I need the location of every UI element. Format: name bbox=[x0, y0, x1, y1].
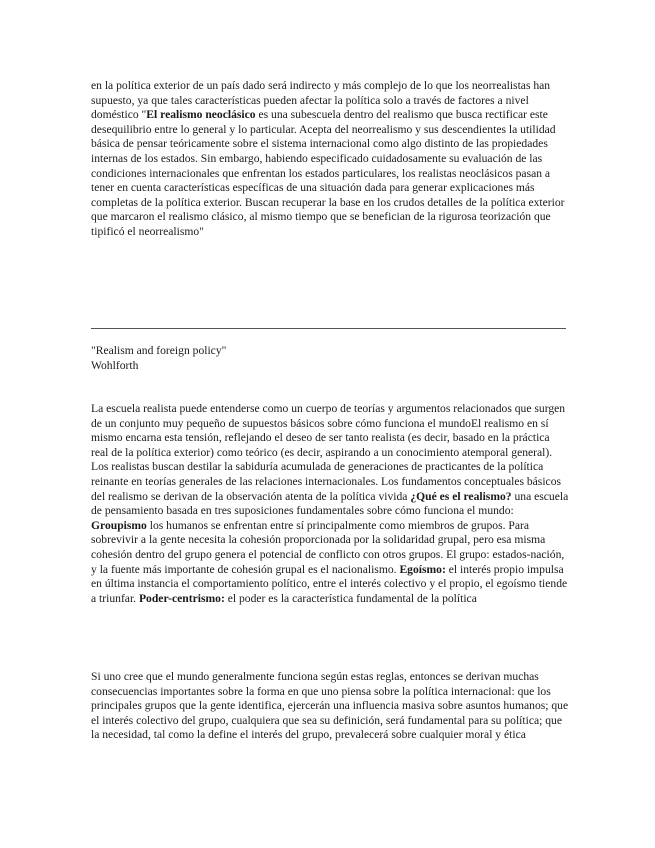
term-what-is-realism: ¿Qué es el realismo? bbox=[410, 489, 512, 503]
term-power-centrism: Poder-centrismo: bbox=[138, 591, 225, 605]
term-egoism: Egoísmo: bbox=[399, 562, 446, 576]
paragraph1-text-b: es una subescuela dentro del realismo que busca rectificar este desequilibrio entre lo general y lo particular. Acepta del neorrealismo y sus descendientes la utilidad básica de pensar teóricamente sobre el sistema internacional como algo distinto de las propiedades internas de los estados. Sin embargo, habiendo especificado cuidadosamente su evaluación de las condiciones internacionales que enfrentan los estados particulares, los realistas neoclásicos pasan a tener en cuenta características específicas de una situación dada para generar explicaciones más completas de la política exterior. Buscan recuperar la base en los crudos detalles de la política exterior que marcaron el realismo clásico, al mismo tiempo que se benefician de la rigurosa teorización que tipificó el neorrealismo" bbox=[91, 108, 565, 238]
reference-author: Wohlforth bbox=[91, 358, 139, 372]
paragraph1-text-a: en la política exterior de un país dado será indirecto y más complejo de lo que los neorrealistas han supuesto, ya que tales características pueden afectar la política solo a través de factores a nivel doméstico " bbox=[91, 79, 551, 122]
paragraph2-text-c: los humanos se enfrentan entre sí principalmente como miembros de grupos. Para sobrevivir a la gente necesita la cohesión proporcionada por la solidaridad grupal, pero esa misma cohesión dentro del grupo genera el potencial de conflicto con otros grupos. El grupo: estados-nación, y la fuente más importante de cohesión grupal es el nacionalismo. bbox=[91, 518, 565, 576]
reference-title: "Realism and foreign policy" bbox=[91, 344, 227, 357]
term-neoclassical-realism: El realismo neoclásico bbox=[146, 108, 256, 122]
paragraph-neoclassical-realism bbox=[91, 79, 569, 240]
paragraph-consequences: Si uno cree que el mundo generalmente funciona según estas reglas, entonces se derivan muchas consecuencias importantes sobre la forma en que uno piensa sobre la política internacional: que los principales grupos que la gente identifica, ejercerán una influencia masiva sobre asuntos humanos; que el interés colectivo del grupo, cualquiera que sea su definición, será fundamental para su política; que la necesidad, tal como la define el interés del grupo, prevalecerá sobre cualquier moral y ética bbox=[91, 670, 569, 742]
section-divider bbox=[91, 328, 566, 329]
paragraph2-text-e: el poder es la característica fundamental de la política bbox=[224, 591, 477, 605]
term-groupism: Groupismo bbox=[91, 518, 147, 532]
paragraph2-text-d: el interés propio impulsa en última instancia el comportamiento político, entre el interés colectivo y el propio, el egoísmo tiende a triunfar. bbox=[91, 562, 568, 605]
paragraph-realist-school bbox=[91, 402, 569, 606]
reference-heading bbox=[91, 344, 569, 373]
paragraph2-text-a: La escuela realista puede entenderse como un cuerpo de teorías y argumentos relacionados que surgen de un conjunto muy pequeño de supuestos básicos sobre cómo funciona el mundoEl realismo en sí mismo encarna esta tensión, reflejando el deseo de ser tanto realista (es decir, basado en la práctica real de la política exterior) como teórico (es decir, aspirando a un conocimiento atemporal general). Los realistas buscan destilar la sabiduría acumulada de generaciones de practicantes de la política reinante en teorías generales de las relaciones internacionales. Los fundamentos conceptuales básicos del realismo se derivan de la observación atenta de la política vivida bbox=[91, 402, 566, 503]
paragraph2-text-b: una escuela de pensamiento basada en tres suposiciones fundamentales sobre cómo funciona el mundo: bbox=[91, 489, 569, 518]
